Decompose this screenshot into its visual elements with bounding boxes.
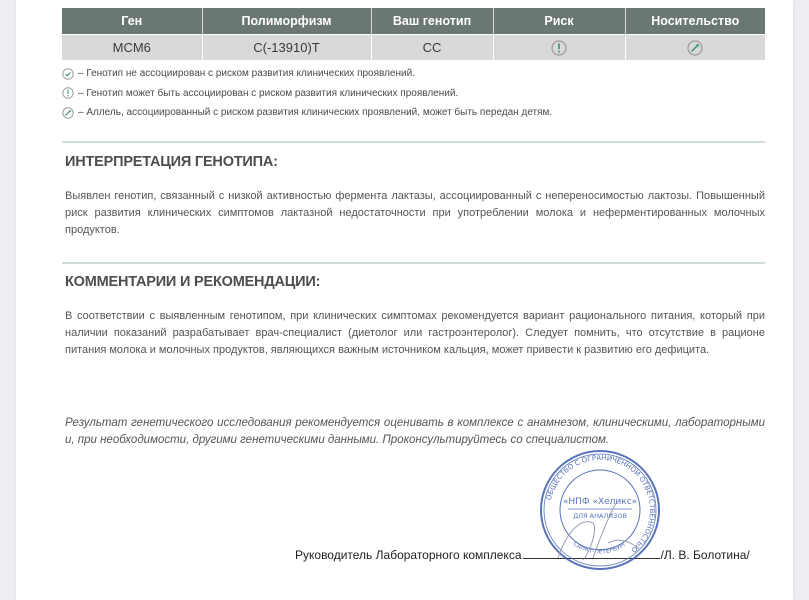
document-page [16,0,793,600]
legend-item [62,103,552,123]
pipette-circle-icon [687,40,703,56]
disclaimer-note: Результат генетического исследования рекомендуется оценивать в комплексе с анамнезом, клиническими, лабораторными и, при необходимости, другими генетическими данными. Проконсультируйтесь со специалистом. [65,417,765,446]
section-divider [62,262,765,264]
header-carrier: Носительство [625,8,765,35]
stamp-subtitle: ДЛЯ АНАЛИЗОВ [573,512,627,520]
legend-text: – Генотип не ассоциирован с риском развития клинических проявлений. [78,68,415,80]
table-header-row [62,8,765,35]
stamp-ring-text: ОБЩЕСТВО С ОГРАНИЧЕННОЙ ОТВЕТСТВЕННОСТЬЮ [544,453,657,554]
legend-text: – Генотип может быть ассоциирован с риском развития клинических проявлений. [78,87,459,99]
table-row [62,35,765,61]
header-gene: Ген [62,8,202,35]
cell-polymorphism: C(-13910)T [202,35,371,61]
genotype-table [62,8,765,60]
legend [62,64,552,123]
exclamation-circle-icon [62,87,74,99]
legend-item [62,64,552,84]
cell-gene: MCM6 [62,35,202,61]
interpretation-heading: ИНТЕРПРЕТАЦИЯ ГЕНОТИПА: [65,154,278,170]
legend-item [62,84,552,104]
company-stamp [538,448,662,572]
pipette-circle-icon [62,107,74,119]
interpretation-text: Выявлен генотип, связанный с низкой активностью фермента лактазы, ассоциированный с непереносимостью лактозы. Повышенный риск развития клинических симптомов лактазной недостаточности при употреблении молока и неферментированных молочных продуктов. [65,190,765,236]
stamp-city: САНКТ-ПЕТЕРБУРГ [571,540,629,556]
signatory-name: /Л. В. Болотина/ [660,548,750,562]
stamp-title: «НПФ «Хеликс» [562,497,638,507]
header-genotype: Ваш генотип [371,8,493,35]
section-divider [62,141,765,143]
signature-line [295,548,750,562]
legend-text: – Аллель, ассоциированный с риском развития клинических проявлений, может быть передан детям. [78,107,553,119]
signatory-role: Руководитель Лабораторного комплекса [295,548,522,562]
cell-genotype: CC [371,35,493,61]
header-polymorphism: Полиморфизм [202,8,371,35]
header-risk: Риск [493,8,625,35]
cell-carrier [625,35,765,61]
cell-risk [493,35,625,61]
comments-heading: КОММЕНТАРИИ И РЕКОМЕНДАЦИИ: [65,274,321,290]
check-circle-icon [62,68,74,80]
exclamation-circle-icon [551,40,567,56]
comments-text: В соответствии с выявленным генотипом, при клинических симптомах рекомендуется вариант рационального питания, который при наличии показаний разрабатывает врач-специалист (диетолог или гастроэнтеролог). Следует помнить, что отсутствие в рационе питания молока и молочных продуктов, являющихся важным источником кальция, может привести к развитию его дефицита. [65,310,765,356]
